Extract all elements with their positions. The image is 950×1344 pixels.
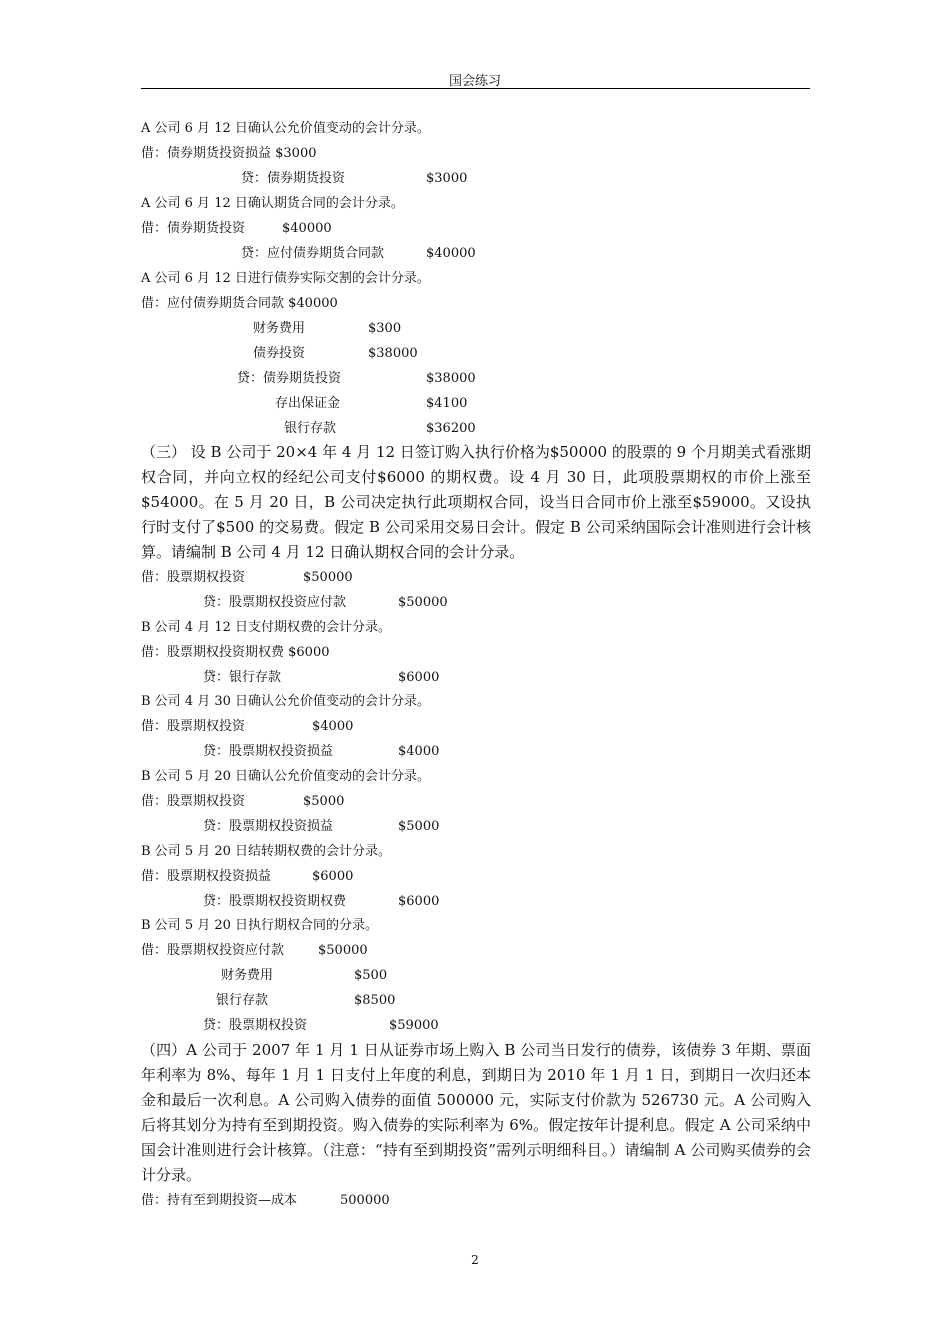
debit-amount: $38000 (368, 346, 418, 361)
credit-account: 银行存款 (284, 421, 337, 436)
debit-amount: $50000 (303, 570, 353, 585)
credit-amount: $6000 (398, 670, 440, 685)
credit-account: 贷：股票期权投资应付款 (203, 595, 347, 610)
debit-amount: $6000 (312, 869, 354, 884)
credit-account: 贷：股票期权投资损益 (203, 744, 334, 759)
debit-account: 借：股票期权投资 (141, 719, 246, 734)
entry-caption: B 公司 5 月 20 日执行期权合同的分录。 (141, 918, 379, 933)
credit-account: 贷：银行存款 (203, 670, 282, 685)
credit-account: 贷：股票期权投资期权费 (203, 894, 347, 909)
credit-amount: $36200 (426, 421, 476, 436)
entry-caption: B 公司 4 月 12 日支付期权费的会计分录。 (141, 620, 392, 635)
debit-amount: $5000 (303, 794, 345, 809)
page-number: 2 (471, 1253, 479, 1267)
debit-amount: 500000 (340, 1193, 390, 1208)
debit-line: 借：债券期货投资损益 $3000 (141, 146, 317, 161)
credit-account: 贷：债券期货投资 (241, 171, 346, 186)
entry-caption: A 公司 6 月 12 日确认期货合同的会计分录。 (141, 196, 404, 211)
page-header: 国会练习 (448, 74, 501, 89)
debit-account: 财务费用 (221, 968, 274, 983)
entry-caption: B 公司 5 月 20 日结转期权费的会计分录。 (141, 844, 392, 859)
debit-account: 借：持有至到期投资—成本 (141, 1193, 298, 1208)
header-rule (141, 88, 810, 89)
problem-paragraph: （三） 设 B 公司于 20×4 年 4 月 12 日签订购入执行价格为$50000 的股票的 9 个月期美式看涨期权合同，并向立权的经纪公司支付$6000 的期权费。设 4 月 30 日，此项股票期权的市价上涨至$54000。在 5 月 20 日，B 公司决定执行此项期权合同，设当日合同市价上涨至$59000。又设执行时支付了$500 的交易费。假定 B 公司采用交易日会计。假定 B 公司采纳国际会计准则进行会计核算。请编制 B 公司 4 月 12 日确认期权合同的会计分录。 (141, 443, 811, 561)
debit-amount: $4000 (312, 719, 354, 734)
debit-account: 借：股票期权投资 (141, 570, 246, 585)
credit-account: 贷：应付债券期货合同款 (241, 246, 385, 261)
credit-amount: $59000 (389, 1018, 439, 1033)
problem-paragraph: （四）A 公司于 2007 年 1 月 1 日从证券市场上购入 B 公司当日发行的债券，该债券 3 年期、票面年利率为 8%、每年 1 月 1 日支付上年度的利息，到期日为 2010 年 1 月 1 日，到期日一次归还本金和最后一次利息。A 公司购入债券的面值 500000 元，实际支付价款为 526730 元。A 公司购入后将其划分为持有至到期投资。购入债券的实际利率为 6%。假定按年计提利息。假定 A 公司采纳中国会计准则进行会计核算。（注意：“持有至到期投资”需列示明细科目。）请编制 A 公司购买债券的会计分录。 (141, 1041, 811, 1184)
debit-account: 借：股票期权投资损益 (141, 869, 272, 884)
credit-account: 贷：股票期权投资 (203, 1018, 308, 1033)
debit-amount: $300 (368, 321, 402, 336)
credit-amount: $40000 (426, 246, 476, 261)
debit-line: 借：应付债券期货合同款 $40000 (141, 296, 338, 311)
debit-amount: $8500 (354, 993, 396, 1008)
credit-account: 贷：股票期权投资损益 (203, 819, 334, 834)
debit-account: 银行存款 (216, 993, 269, 1008)
debit-amount: $50000 (318, 943, 368, 958)
credit-amount: $4100 (426, 396, 468, 411)
debit-account: 借：债券期货投资 (141, 221, 246, 236)
debit-amount: $500 (354, 968, 388, 983)
entry-caption: A 公司 6 月 12 日确认公允价值变动的会计分录。 (141, 121, 430, 136)
credit-amount: $4000 (398, 744, 440, 759)
entry-caption: B 公司 5 月 20 日确认公允价值变动的会计分录。 (141, 769, 431, 784)
debit-line: 借：股票期权投资期权费 $6000 (141, 645, 330, 660)
credit-account: 存出保证金 (275, 396, 341, 411)
credit-amount: $5000 (398, 819, 440, 834)
debit-account: 财务费用 (253, 321, 306, 336)
credit-amount: $6000 (398, 894, 440, 909)
debit-account: 债券投资 (253, 346, 306, 361)
credit-account: 贷：债券期货投资 (237, 371, 342, 386)
credit-amount: $50000 (398, 595, 448, 610)
debit-amount: $40000 (282, 221, 332, 236)
entry-caption: B 公司 4 月 30 日确认公允价值变动的会计分录。 (141, 694, 431, 709)
credit-amount: $38000 (426, 371, 476, 386)
entry-caption: A 公司 6 月 12 日进行债券实际交割的会计分录。 (141, 271, 430, 286)
credit-amount: $3000 (426, 171, 468, 186)
debit-account: 借：股票期权投资 (141, 794, 246, 809)
debit-account: 借：股票期权投资应付款 (141, 943, 285, 958)
